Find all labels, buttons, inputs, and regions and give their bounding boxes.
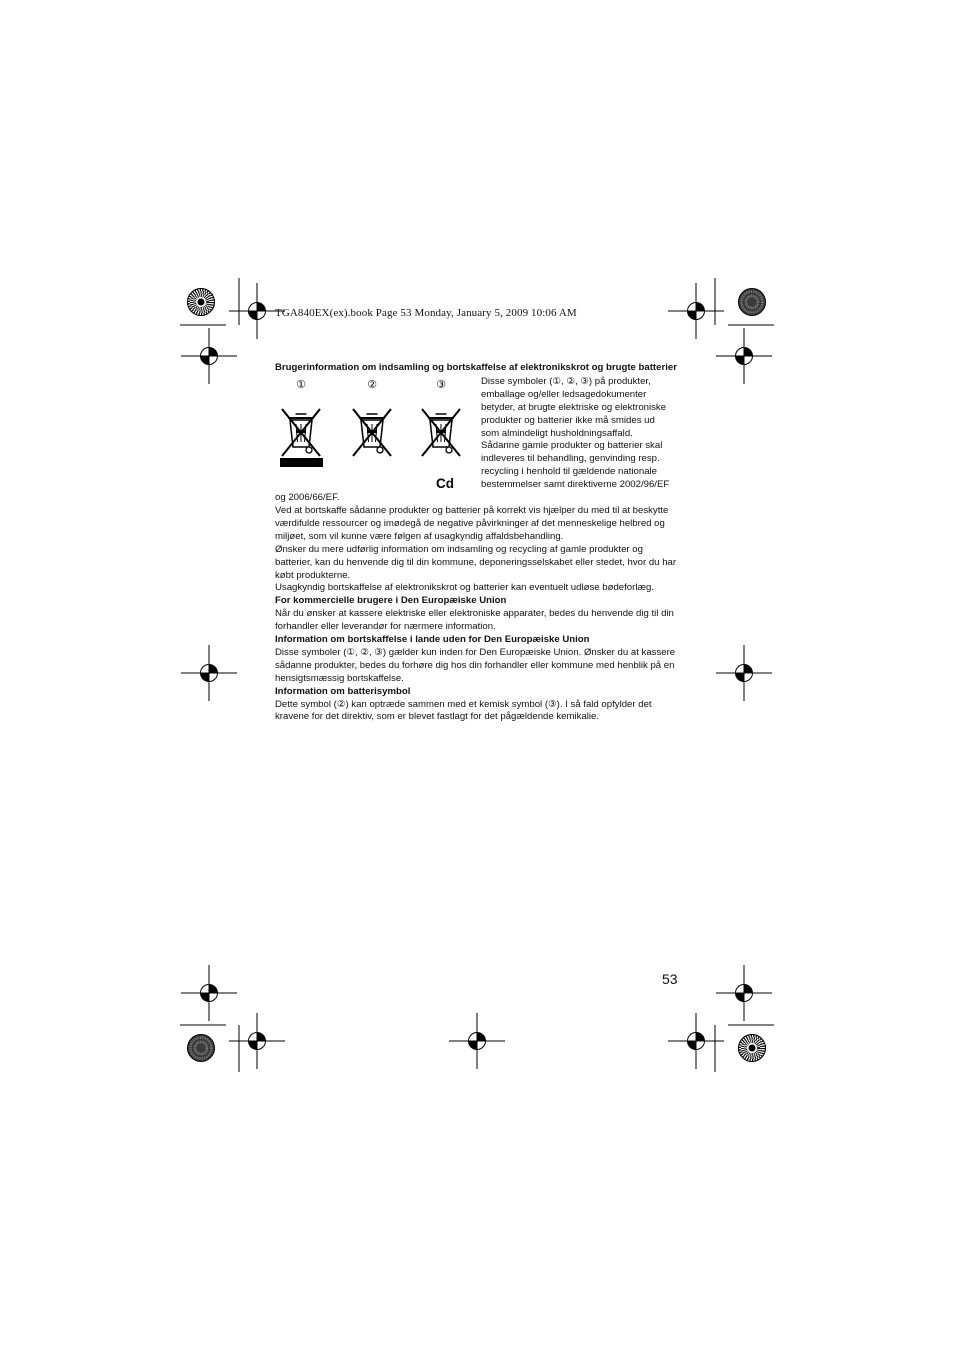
description-line: emballage og/eller ledsagedokumenter (481, 388, 647, 400)
description-line: bestemmelser samt direktiverne 2002/96/EF (481, 479, 670, 491)
registration-mark-icon (181, 965, 237, 1021)
chemical-symbol: Cd (436, 475, 454, 489)
description-line: Sådanne gamle produkter og batterier skal (481, 440, 663, 452)
description-line: recycling i henhold til gældende nationale (481, 466, 658, 478)
crossed-bin-icon (353, 409, 391, 456)
paragraph: Ved at bortskaffe sådanne produkter og batterier på korrekt vis hjælper du med til at beskytte værdifulde ressourcer og imødegå de negative påvirkninger af det menneskelige helbred og miljøet, som vil kunne være følgen af usagkyndig affaldsbehandling. (275, 504, 669, 542)
paragraph: Ønsker du mere udførlig information om indsamling og recycling af gamle produkter og batterier, kan du henvende dig til din kommune, deponeringsselskabet eller stedet, hvor du har købt produkterne. (275, 543, 677, 581)
section-title: Brugerinformation om indsamling og bortskaffelse af elektronikskrot og brugte batterier (275, 362, 677, 373)
disposal-symbols (275, 376, 481, 489)
crossed-bin-icon (422, 409, 460, 456)
black-bar-icon (280, 458, 323, 467)
registration-mark-icon (716, 328, 772, 384)
symbols-description (481, 376, 680, 492)
paragraph: Usagkyndig bortskaffelse af elektronikskrot og batterier kan eventuelt udløse bødeforlæg. (275, 582, 654, 594)
registration-mark-icon (668, 1013, 724, 1069)
outside-eu-text: Disse symboler (①, ②, ③) gælder kun inden for Den Europæiske Union. Ønsker du at kassere sådanne produkter, bedes du forhøre dig hos din forhandler eller kommune med henblik på en hensigtsmæssig bortskaffelse. (275, 646, 676, 684)
registration-mark-icon (716, 965, 772, 1021)
description-line: betyder, at brugte elektriske og elektroniske (481, 401, 667, 413)
description-line: indleveres til behandling, genvinding resp. (481, 453, 660, 465)
battery-text: Dette symbol (②) kan optræde sammen med et kemisk symbol (③). I så fald opfylder det kravene for det direktiv, som er blevet fastlagt for det pågældende kemikalie. (275, 698, 652, 723)
symbols-graphic (275, 376, 481, 489)
commercial-heading: For kommercielle brugere i Den Europæiske Union (275, 595, 507, 607)
page-content (275, 362, 680, 724)
description-line: produkter og batterier ikke må smides ud (481, 414, 655, 426)
registration-mark-icon (229, 1013, 285, 1069)
symbol-label-3: ③ (436, 377, 446, 391)
symbol-label-2: ② (367, 377, 377, 391)
outside-eu-heading: Information om bortskaffelse i lande uden for Den Europæiske Union (275, 634, 590, 646)
page-number: 53 (662, 971, 678, 987)
registration-mark-icon (181, 645, 237, 701)
star-target-icon (739, 1035, 766, 1062)
registration-mark-icon (668, 283, 724, 339)
description-line: som almindeligt husholdningsaffald. (481, 427, 633, 439)
color-target-icon (188, 1035, 215, 1062)
paragraph: og 2006/66/EF. (275, 492, 340, 504)
registration-mark-icon (181, 328, 237, 384)
book-header: TGA840EX(ex).book Page 53 Monday, January 5, 2009 10:06 AM (275, 307, 577, 319)
symbol-label-1: ① (296, 377, 306, 391)
crossed-bin-icon (282, 409, 320, 456)
registration-mark-icon (449, 1013, 505, 1069)
commercial-text: Når du ønsker at kassere elektriske eller elektroniske apparater, bedes du henvende dig til din forhandler eller leverandør for nærmere information. (275, 608, 674, 633)
description-line: Disse symboler (①, ②, ③) på produkter, (481, 375, 651, 387)
battery-heading: Information om batterisymbol (275, 685, 411, 697)
color-target-icon (739, 289, 766, 316)
star-target-icon (188, 289, 215, 316)
registration-mark-icon (716, 645, 772, 701)
